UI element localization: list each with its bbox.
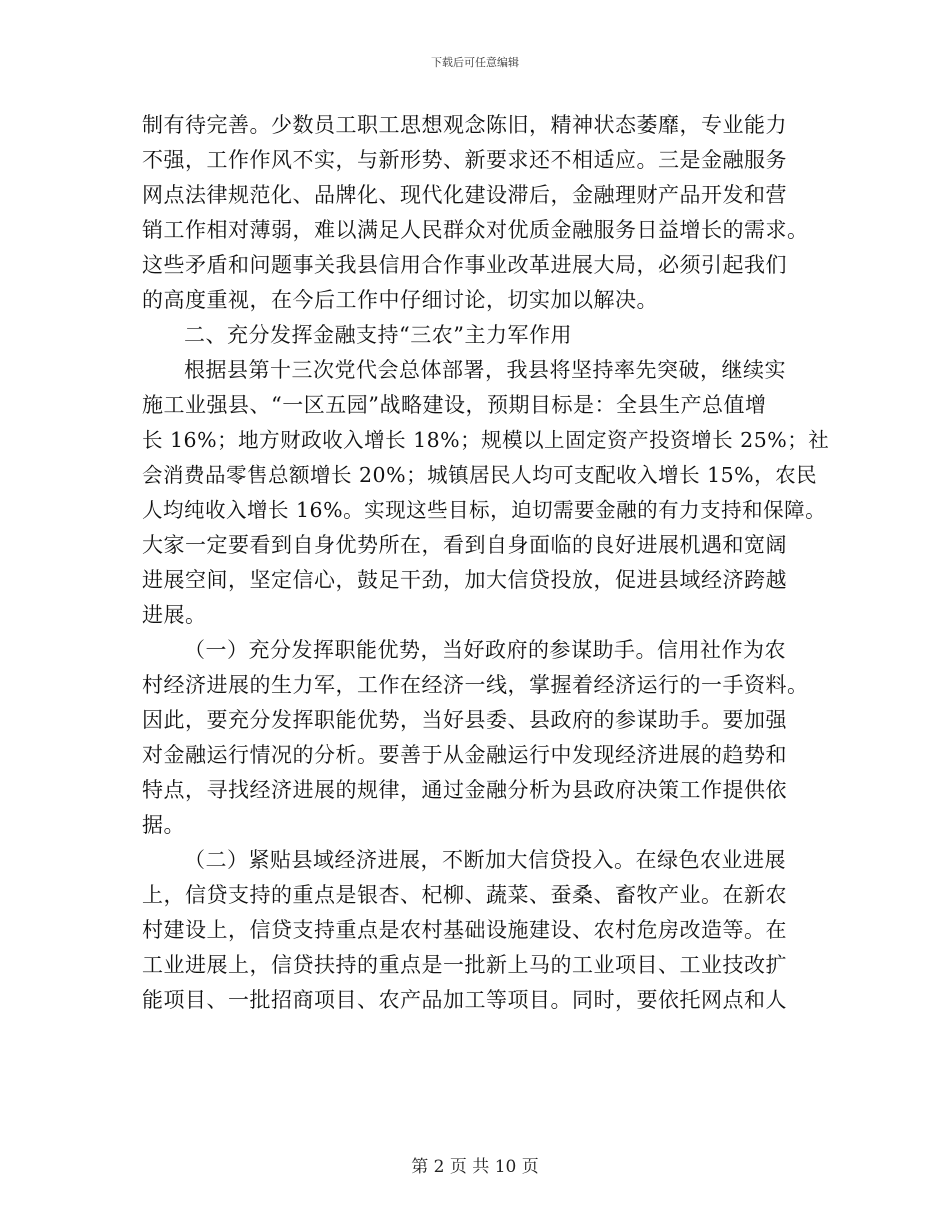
subsection-heading-line: （一）充分发挥职能优势，当好政府的参谋助手。信用社作为农: [184, 638, 786, 662]
text-line: 这些矛盾和问题事关我县信用合作事业改革进展大局，必须引起我们: [142, 253, 787, 277]
section-heading: 二、充分发挥金融支持“三农”主力军作用: [184, 323, 572, 347]
page-header: 下载后可任意编辑: [431, 56, 519, 69]
text-line: 据。: [142, 813, 185, 837]
text-line: 村建设上，信贷支持重点是农村基础设施建设、农村危房改造等。在: [142, 918, 787, 942]
text-line: 不强，工作作风不实，与新形势、新要求还不相适应。三是金融服务: [142, 148, 787, 172]
document-body: [142, 111, 830, 1021]
text-line: 人均纯收入增长 16%。实现这些目标，迫切需要金融的有力支持和保障。: [142, 498, 827, 522]
text-line: 销工作相对薄弱，难以满足人民群众对优质金融服务日益增长的需求。: [142, 218, 809, 242]
text-line: 对金融运行情况的分析。要善于从金融运行中发现经济进展的趋势和: [142, 743, 787, 767]
text-line: 会消费品零售总额增长 20%；城镇居民人均可支配收入增长 15%，农民: [142, 463, 818, 487]
text-line: 进展空间，坚定信心，鼓足干劲，加大信贷投放，促进县域经济跨越: [142, 568, 787, 592]
text-line: 村经济进展的生力军，工作在经济一线，掌握着经济运行的一手资料。: [142, 673, 809, 697]
text-line: 网点法律规范化、品牌化、现代化建设滞后，金融理财产品开发和营: [142, 183, 787, 207]
paragraph-start-line: 根据县第十三次党代会总体部署，我县将坚持率先突破，继续实: [184, 358, 786, 382]
text-line: 上，信贷支持的重点是银杏、杞柳、蔬菜、蚕桑、畜牧产业。在新农: [142, 883, 787, 907]
text-line: 大家一定要看到自身优势所在，看到自身面临的良好进展机遇和宽阔: [142, 533, 787, 557]
text-line: 因此，要充分发挥职能优势，当好县委、县政府的参谋助手。要加强: [142, 708, 787, 732]
text-line: 进展。: [142, 603, 207, 627]
text-line: 的高度重视，在今后工作中仔细讨论，切实加以解决。: [142, 288, 658, 312]
text-line: 能项目、一批招商项目、农产品加工等项目。同时，要依托网点和人: [142, 988, 787, 1012]
subsection-heading-line: （二）紧贴县域经济进展，不断加大信贷投入。在绿色农业进展: [184, 848, 786, 872]
page-number-footer: 第 2 页 共 10 页: [411, 1157, 539, 1177]
text-line: 制有待完善。少数员工职工思想观念陈旧，精神状态萎靡，专业能力: [142, 113, 787, 137]
text-line: 特点，寻找经济进展的规律，通过金融分析为县政府决策工作提供依: [142, 778, 787, 802]
text-line: 长 16%；地方财政收入增长 18%；规模以上固定资产投资增长 25%；社: [142, 428, 830, 452]
text-line: 施工业强县、“一区五园”战略建设，预期目标是：全县生产总值增: [142, 393, 767, 417]
text-line: 工业进展上，信贷扶持的重点是一批新上马的工业项目、工业技改扩: [142, 953, 787, 977]
